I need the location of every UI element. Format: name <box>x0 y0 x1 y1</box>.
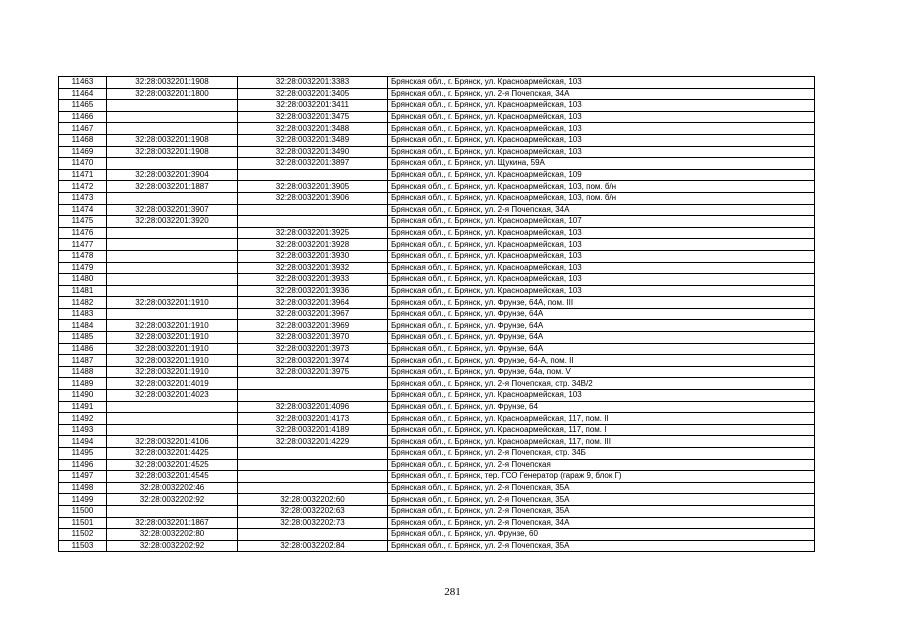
object-number-cell: 32:28:0032201:3975 <box>238 366 388 378</box>
row-number-cell: 11487 <box>59 355 107 367</box>
object-number-cell: 32:28:0032201:3964 <box>238 297 388 309</box>
parcel-number-cell: 32:28:0032201:4525 <box>107 459 238 471</box>
table-row <box>59 88 815 100</box>
address-cell: Брянская обл., г. Брянск, ул. Красноармейская, 103, пом. б/н <box>388 192 815 204</box>
parcel-number-cell <box>107 505 238 517</box>
table-row <box>59 459 815 471</box>
table-row <box>59 123 815 135</box>
table-row <box>59 436 815 448</box>
address-cell: Брянская обл., г. Брянск, тер. ГСО Генератор (гараж 9, блок Г) <box>388 471 815 483</box>
parcel-number-cell <box>107 192 238 204</box>
address-cell: Брянская обл., г. Брянск, ул. Красноармейская, 103 <box>388 100 815 112</box>
object-number-cell: 32:28:0032201:3488 <box>238 123 388 135</box>
object-number-cell: 32:28:0032202:60 <box>238 494 388 506</box>
parcel-number-cell <box>107 413 238 425</box>
table-row <box>59 216 815 228</box>
row-number-cell: 11471 <box>59 169 107 181</box>
row-number-cell: 11501 <box>59 517 107 529</box>
row-number-cell: 11469 <box>59 146 107 158</box>
object-number-cell <box>238 216 388 228</box>
parcel-number-cell: 32:28:0032201:3904 <box>107 169 238 181</box>
parcel-number-cell <box>107 123 238 135</box>
row-number-cell: 11497 <box>59 471 107 483</box>
address-cell: Брянская обл., г. Брянск, ул. Фрунзе, 64А <box>388 320 815 332</box>
object-number-cell: 32:28:0032202:84 <box>238 540 388 552</box>
object-number-cell: 32:28:0032201:3936 <box>238 285 388 297</box>
address-cell: Брянская обл., г. Брянск, ул. 2-я Почепская, 35А <box>388 494 815 506</box>
object-number-cell: 32:28:0032201:3405 <box>238 88 388 100</box>
object-number-cell <box>238 169 388 181</box>
address-cell: Брянская обл., г. Брянск, ул. 2-я Почепская, 34А <box>388 88 815 100</box>
table-row <box>59 540 815 552</box>
table-row <box>59 517 815 529</box>
row-number-cell: 11498 <box>59 482 107 494</box>
row-number-cell: 11493 <box>59 424 107 436</box>
object-number-cell: 32:28:0032201:3906 <box>238 192 388 204</box>
address-cell: Брянская обл., г. Брянск, ул. 2-я Почепская, 34А <box>388 204 815 216</box>
table-row <box>59 355 815 367</box>
parcel-number-cell <box>107 158 238 170</box>
address-cell: Брянская обл., г. Брянск, ул. Красноармейская, 117, пом. III <box>388 436 815 448</box>
parcel-number-cell: 32:28:0032201:1867 <box>107 517 238 529</box>
parcel-number-cell: 32:28:0032201:1910 <box>107 332 238 344</box>
row-number-cell: 11468 <box>59 134 107 146</box>
address-cell: Брянская обл., г. Брянск, ул. Красноармейская, 103 <box>388 77 815 89</box>
table-row <box>59 471 815 483</box>
address-cell: Брянская обл., г. Брянск, ул. Красноармейская, 103 <box>388 250 815 262</box>
table-row <box>59 448 815 460</box>
address-cell: Брянская обл., г. Брянск, ул. Красноармейская, 117, пом. I <box>388 424 815 436</box>
parcel-number-cell: 32:28:0032201:1910 <box>107 366 238 378</box>
address-cell: Брянская обл., г. Брянск, ул. Фрунзе, 64А, пом. III <box>388 297 815 309</box>
parcel-number-cell: 32:28:0032201:1910 <box>107 297 238 309</box>
row-number-cell: 11470 <box>59 158 107 170</box>
address-cell: Брянская обл., г. Брянск, ул. Фрунзе, 64А <box>388 343 815 355</box>
table-row <box>59 482 815 494</box>
table-row <box>59 262 815 274</box>
address-cell: Брянская обл., г. Брянск, ул. Фрунзе, 64А <box>388 308 815 320</box>
row-number-cell: 11503 <box>59 540 107 552</box>
parcel-number-cell <box>107 227 238 239</box>
object-number-cell: 32:28:0032201:3974 <box>238 355 388 367</box>
table-row <box>59 169 815 181</box>
row-number-cell: 11500 <box>59 505 107 517</box>
row-number-cell: 11463 <box>59 77 107 89</box>
row-number-cell: 11491 <box>59 401 107 413</box>
object-number-cell <box>238 448 388 460</box>
table-row <box>59 529 815 541</box>
object-number-cell: 32:28:0032201:3925 <box>238 227 388 239</box>
address-cell: Брянская обл., г. Брянск, ул. Фрунзе, 64 <box>388 401 815 413</box>
address-cell: Брянская обл., г. Брянск, ул. Красноармейская, 103 <box>388 146 815 158</box>
object-number-cell: 32:28:0032201:3489 <box>238 134 388 146</box>
table-row <box>59 297 815 309</box>
table-row <box>59 378 815 390</box>
parcel-number-cell: 32:28:0032202:92 <box>107 494 238 506</box>
object-number-cell: 32:28:0032201:3932 <box>238 262 388 274</box>
parcel-number-cell: 32:28:0032201:4023 <box>107 390 238 402</box>
parcel-number-cell <box>107 401 238 413</box>
object-number-cell: 32:28:0032201:4189 <box>238 424 388 436</box>
object-number-cell: 32:28:0032202:63 <box>238 505 388 517</box>
row-number-cell: 11464 <box>59 88 107 100</box>
object-number-cell <box>238 529 388 541</box>
row-number-cell: 11481 <box>59 285 107 297</box>
table-row <box>59 424 815 436</box>
table-row <box>59 111 815 123</box>
row-number-cell: 11489 <box>59 378 107 390</box>
object-number-cell <box>238 482 388 494</box>
parcel-number-cell <box>107 100 238 112</box>
table-row <box>59 285 815 297</box>
address-cell: Брянская обл., г. Брянск, ул. 2-я Почепская, стр. 34В/2 <box>388 378 815 390</box>
parcel-number-cell: 32:28:0032201:1910 <box>107 320 238 332</box>
address-cell: Брянская обл., г. Брянск, ул. Фрунзе, 60 <box>388 529 815 541</box>
object-number-cell <box>238 378 388 390</box>
row-number-cell: 11477 <box>59 239 107 251</box>
table-row <box>59 134 815 146</box>
row-number-cell: 11474 <box>59 204 107 216</box>
parcel-number-cell: 32:28:0032202:92 <box>107 540 238 552</box>
object-number-cell: 32:28:0032201:3933 <box>238 274 388 286</box>
row-number-cell: 11482 <box>59 297 107 309</box>
table-row <box>59 413 815 425</box>
row-number-cell: 11485 <box>59 332 107 344</box>
address-cell: Брянская обл., г. Брянск, ул. Красноармейская, 103 <box>388 274 815 286</box>
row-number-cell: 11466 <box>59 111 107 123</box>
table-row <box>59 77 815 89</box>
table-row <box>59 320 815 332</box>
object-number-cell <box>238 471 388 483</box>
row-number-cell: 11494 <box>59 436 107 448</box>
parcel-number-cell: 32:28:0032201:4545 <box>107 471 238 483</box>
row-number-cell: 11484 <box>59 320 107 332</box>
parcel-number-cell <box>107 250 238 262</box>
object-number-cell: 32:28:0032201:3928 <box>238 239 388 251</box>
object-number-cell: 32:28:0032201:4173 <box>238 413 388 425</box>
object-number-cell: 32:28:0032201:3973 <box>238 343 388 355</box>
object-number-cell: 32:28:0032201:3383 <box>238 77 388 89</box>
parcel-number-cell: 32:28:0032201:3907 <box>107 204 238 216</box>
table-row <box>59 192 815 204</box>
address-cell: Брянская обл., г. Брянск, ул. 2-я Почепская, 35А <box>388 482 815 494</box>
row-number-cell: 11476 <box>59 227 107 239</box>
object-number-cell: 32:28:0032201:3897 <box>238 158 388 170</box>
table-row <box>59 308 815 320</box>
table-row <box>59 204 815 216</box>
row-number-cell: 11495 <box>59 448 107 460</box>
address-cell: Брянская обл., г. Брянск, ул. Красноармейская, 103 <box>388 227 815 239</box>
object-number-cell: 32:28:0032201:3930 <box>238 250 388 262</box>
parcel-number-cell: 32:28:0032201:1910 <box>107 343 238 355</box>
parcel-number-cell <box>107 111 238 123</box>
object-number-cell: 32:28:0032201:3411 <box>238 100 388 112</box>
page-number: 281 <box>444 586 461 598</box>
parcel-number-cell: 32:28:0032201:4106 <box>107 436 238 448</box>
table-row <box>59 366 815 378</box>
address-cell: Брянская обл., г. Брянск, ул. Красноармейская, 103 <box>388 123 815 135</box>
address-cell: Брянская обл., г. Брянск, ул. Красноармейская, 109 <box>388 169 815 181</box>
row-number-cell: 11490 <box>59 390 107 402</box>
row-number-cell: 11496 <box>59 459 107 471</box>
row-number-cell: 11492 <box>59 413 107 425</box>
object-number-cell: 32:28:0032201:4229 <box>238 436 388 448</box>
table-row <box>59 158 815 170</box>
parcel-number-cell: 32:28:0032201:1800 <box>107 88 238 100</box>
table-row <box>59 401 815 413</box>
property-table <box>58 76 815 552</box>
object-number-cell: 32:28:0032201:3490 <box>238 146 388 158</box>
parcel-number-cell: 32:28:0032201:1908 <box>107 134 238 146</box>
table-row <box>59 239 815 251</box>
table-row <box>59 146 815 158</box>
table-row <box>59 250 815 262</box>
row-number-cell: 11475 <box>59 216 107 228</box>
row-number-cell: 11478 <box>59 250 107 262</box>
object-number-cell: 32:28:0032201:3969 <box>238 320 388 332</box>
address-cell: Брянская обл., г. Брянск, ул. Красноармейская, 103 <box>388 111 815 123</box>
address-cell: Брянская обл., г. Брянск, ул. Красноармейская, 103 <box>388 239 815 251</box>
table-row <box>59 494 815 506</box>
row-number-cell: 11465 <box>59 100 107 112</box>
row-number-cell: 11467 <box>59 123 107 135</box>
address-cell: Брянская обл., г. Брянск, ул. Красноармейская, 107 <box>388 216 815 228</box>
table-row <box>59 181 815 193</box>
parcel-number-cell: 32:28:0032201:1887 <box>107 181 238 193</box>
parcel-number-cell: 32:28:0032201:1908 <box>107 77 238 89</box>
object-number-cell <box>238 390 388 402</box>
parcel-number-cell <box>107 285 238 297</box>
row-number-cell: 11499 <box>59 494 107 506</box>
address-cell: Брянская обл., г. Брянск, ул. Красноармейская, 103 <box>388 262 815 274</box>
parcel-number-cell <box>107 424 238 436</box>
address-cell: Брянская обл., г. Брянск, ул. 2-я Почепская <box>388 459 815 471</box>
row-number-cell: 11488 <box>59 366 107 378</box>
table-row <box>59 505 815 517</box>
address-cell: Брянская обл., г. Брянск, ул. Фрунзе, 64А <box>388 332 815 344</box>
address-cell: Брянская обл., г. Брянск, ул. Фрунзе, 64а, пом. V <box>388 366 815 378</box>
object-number-cell: 32:28:0032201:3970 <box>238 332 388 344</box>
row-number-cell: 11502 <box>59 529 107 541</box>
object-number-cell <box>238 459 388 471</box>
table-body <box>59 77 815 552</box>
parcel-number-cell: 32:28:0032201:1908 <box>107 146 238 158</box>
parcel-number-cell: 32:28:0032201:4425 <box>107 448 238 460</box>
table-row <box>59 390 815 402</box>
address-cell: Брянская обл., г. Брянск, ул. 2-я Почепская, 35А <box>388 540 815 552</box>
address-cell: Брянская обл., г. Брянск, ул. Красноармейская, 103, пом. б/н <box>388 181 815 193</box>
parcel-number-cell <box>107 262 238 274</box>
parcel-number-cell: 32:28:0032201:4019 <box>107 378 238 390</box>
row-number-cell: 11472 <box>59 181 107 193</box>
table-row <box>59 227 815 239</box>
address-cell: Брянская обл., г. Брянск, ул. 2-я Почепская, 34А <box>388 517 815 529</box>
row-number-cell: 11486 <box>59 343 107 355</box>
object-number-cell: 32:28:0032201:3905 <box>238 181 388 193</box>
row-number-cell: 11480 <box>59 274 107 286</box>
parcel-number-cell <box>107 239 238 251</box>
table-row <box>59 100 815 112</box>
parcel-number-cell: 32:28:0032201:1910 <box>107 355 238 367</box>
object-number-cell <box>238 204 388 216</box>
row-number-cell: 11473 <box>59 192 107 204</box>
address-cell: Брянская обл., г. Брянск, ул. 2-я Почепская, 35А <box>388 505 815 517</box>
table-row <box>59 343 815 355</box>
parcel-number-cell <box>107 274 238 286</box>
table-row <box>59 332 815 344</box>
object-number-cell: 32:28:0032201:3475 <box>238 111 388 123</box>
address-cell: Брянская обл., г. Брянск, ул. Фрунзе, 64-А, пом. II <box>388 355 815 367</box>
parcel-number-cell: 32:28:0032202:46 <box>107 482 238 494</box>
address-cell: Брянская обл., г. Брянск, ул. Красноармейская, 103 <box>388 390 815 402</box>
parcel-number-cell: 32:28:0032201:3920 <box>107 216 238 228</box>
parcel-number-cell: 32:28:0032202:80 <box>107 529 238 541</box>
address-cell: Брянская обл., г. Брянск, ул. 2-я Почепская, стр. 34Б <box>388 448 815 460</box>
row-number-cell: 11479 <box>59 262 107 274</box>
table-row <box>59 274 815 286</box>
address-cell: Брянская обл., г. Брянск, ул. Щукина, 59А <box>388 158 815 170</box>
address-cell: Брянская обл., г. Брянск, ул. Красноармейская, 103 <box>388 285 815 297</box>
object-number-cell: 32:28:0032201:3967 <box>238 308 388 320</box>
address-cell: Брянская обл., г. Брянск, ул. Красноармейская, 103 <box>388 134 815 146</box>
row-number-cell: 11483 <box>59 308 107 320</box>
address-cell: Брянская обл., г. Брянск, ул. Красноармейская, 117, пом. II <box>388 413 815 425</box>
object-number-cell: 32:28:0032201:4096 <box>238 401 388 413</box>
object-number-cell: 32:28:0032202:73 <box>238 517 388 529</box>
parcel-number-cell <box>107 308 238 320</box>
